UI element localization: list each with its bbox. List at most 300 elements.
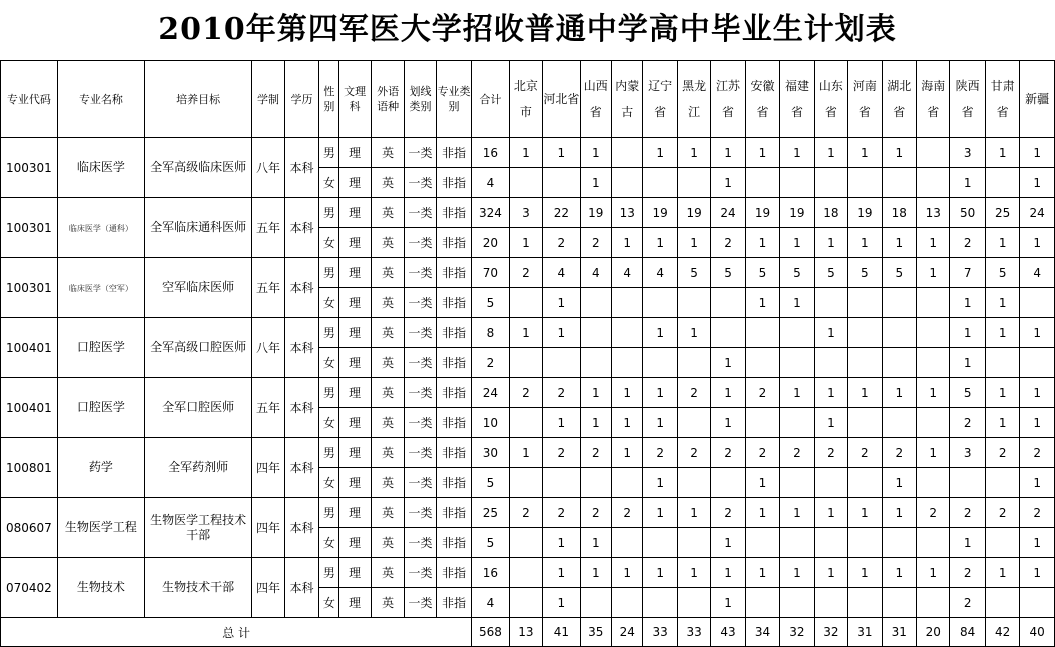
major-category: 非指 — [436, 168, 471, 198]
province-count: 1 — [509, 438, 542, 468]
province-count: 50 — [950, 198, 985, 228]
header-province: 山西省 — [580, 61, 611, 138]
province-count — [643, 348, 677, 378]
major-code: 070402 — [1, 558, 58, 618]
province-count — [848, 348, 882, 378]
province-count: 5 — [814, 258, 847, 288]
province-count — [711, 468, 745, 498]
province-count — [814, 348, 847, 378]
province-count: 4 — [612, 258, 643, 288]
province-count — [1020, 348, 1055, 378]
province-count — [848, 318, 882, 348]
province-count: 1 — [543, 588, 580, 618]
track: 理 — [339, 558, 371, 588]
province-count — [677, 468, 710, 498]
major-category: 非指 — [436, 438, 471, 468]
province-count: 1 — [580, 558, 611, 588]
province-count: 1 — [814, 408, 847, 438]
province-count — [612, 138, 643, 168]
row-total: 2 — [472, 348, 509, 378]
major-name-text: 临床医学（空军） — [68, 283, 133, 293]
header-province: 海南省 — [917, 61, 950, 138]
language: 英 — [371, 228, 404, 258]
province-count — [677, 528, 710, 558]
province-count: 7 — [950, 258, 985, 288]
province-count: 1 — [643, 408, 677, 438]
major-code: 100401 — [1, 318, 58, 378]
province-count: 1 — [711, 168, 745, 198]
training-goal: 全军口腔医师 — [144, 378, 251, 438]
row-total: 4 — [472, 168, 509, 198]
province-count — [543, 168, 580, 198]
duration: 四年 — [252, 498, 284, 558]
province-count: 1 — [780, 378, 814, 408]
province-total: 24 — [612, 618, 643, 647]
province-count — [882, 168, 916, 198]
language: 英 — [371, 378, 404, 408]
language: 英 — [371, 468, 404, 498]
province-count — [580, 588, 611, 618]
province-count: 1 — [509, 138, 542, 168]
degree: 本科 — [284, 378, 318, 438]
province-count: 1 — [917, 258, 950, 288]
province-count — [882, 348, 916, 378]
province-count: 1 — [643, 498, 677, 528]
province-count — [780, 408, 814, 438]
line-category: 一类 — [405, 258, 436, 288]
track: 理 — [339, 408, 371, 438]
province-count: 1 — [612, 438, 643, 468]
province-count — [985, 468, 1019, 498]
province-total: 32 — [780, 618, 814, 647]
province-total: 42 — [985, 618, 1019, 647]
province-count — [917, 588, 950, 618]
province-count: 1 — [677, 228, 710, 258]
province-count: 1 — [543, 288, 580, 318]
province-total: 33 — [677, 618, 710, 647]
province-count: 2 — [509, 378, 542, 408]
track: 理 — [339, 168, 371, 198]
province-count: 1 — [882, 138, 916, 168]
province-count: 1 — [745, 498, 779, 528]
province-count — [1020, 288, 1055, 318]
training-goal: 生物医学工程技术干部 — [144, 498, 251, 558]
province-count — [950, 468, 985, 498]
province-count: 2 — [745, 438, 779, 468]
major-category: 非指 — [436, 318, 471, 348]
province-count — [882, 318, 916, 348]
major-category: 非指 — [436, 378, 471, 408]
province-count: 1 — [643, 138, 677, 168]
province-count — [643, 588, 677, 618]
province-count — [509, 588, 542, 618]
province-count — [509, 288, 542, 318]
header-province: 黑龙江 — [677, 61, 710, 138]
training-goal: 生物技术干部 — [144, 558, 251, 618]
province-count: 1 — [612, 408, 643, 438]
province-count: 1 — [711, 138, 745, 168]
header-province: 内蒙古 — [612, 61, 643, 138]
province-total: 32 — [814, 618, 847, 647]
province-count — [814, 288, 847, 318]
training-goal: 全军临床通科医师 — [144, 198, 251, 258]
province-count: 1 — [1020, 408, 1055, 438]
province-count: 22 — [543, 198, 580, 228]
province-count: 2 — [1020, 498, 1055, 528]
province-count — [917, 408, 950, 438]
province-total: 34 — [745, 618, 779, 647]
line-category: 一类 — [405, 378, 436, 408]
major-name — [57, 558, 144, 618]
row-total: 25 — [472, 498, 509, 528]
row-total: 8 — [472, 318, 509, 348]
table-row — [1, 138, 1055, 168]
province-count: 24 — [711, 198, 745, 228]
province-count: 18 — [814, 198, 847, 228]
province-count: 1 — [985, 378, 1019, 408]
language: 英 — [371, 198, 404, 228]
province-count: 1 — [543, 138, 580, 168]
major-category: 非指 — [436, 558, 471, 588]
row-total: 5 — [472, 288, 509, 318]
province-count — [848, 528, 882, 558]
gender: 男 — [319, 258, 339, 288]
track: 理 — [339, 318, 371, 348]
header-province: 甘肃省 — [985, 61, 1019, 138]
province-count — [882, 288, 916, 318]
province-count — [814, 468, 847, 498]
table-row — [1, 198, 1055, 228]
province-total: 84 — [950, 618, 985, 647]
header-duration: 学制 — [252, 61, 284, 138]
province-count: 1 — [1020, 558, 1055, 588]
province-count — [612, 288, 643, 318]
province-count: 1 — [882, 558, 916, 588]
province-count — [580, 318, 611, 348]
province-count: 1 — [677, 318, 710, 348]
track: 理 — [339, 228, 371, 258]
province-count: 1 — [643, 468, 677, 498]
province-count: 1 — [543, 408, 580, 438]
degree: 本科 — [284, 558, 318, 618]
track: 理 — [339, 438, 371, 468]
major-name-text: 药学 — [88, 460, 113, 474]
major-name-text: 生物技术 — [76, 580, 125, 594]
province-count: 1 — [1020, 528, 1055, 558]
province-count: 3 — [950, 138, 985, 168]
degree: 本科 — [284, 138, 318, 198]
track: 理 — [339, 348, 371, 378]
province-count: 18 — [882, 198, 916, 228]
header-province: 北京市 — [509, 61, 542, 138]
province-count: 1 — [677, 498, 710, 528]
province-count — [580, 468, 611, 498]
gender: 男 — [319, 138, 339, 168]
province-count: 19 — [745, 198, 779, 228]
province-count — [543, 348, 580, 378]
province-count: 1 — [612, 378, 643, 408]
province-count: 1 — [677, 558, 710, 588]
table-row — [1, 498, 1055, 528]
province-count — [780, 468, 814, 498]
row-total: 324 — [472, 198, 509, 228]
province-total: 31 — [848, 618, 882, 647]
degree: 本科 — [284, 318, 318, 378]
language: 英 — [371, 288, 404, 318]
province-count — [848, 288, 882, 318]
province-count — [814, 168, 847, 198]
province-count: 1 — [780, 288, 814, 318]
province-count: 2 — [950, 228, 985, 258]
gender: 女 — [319, 228, 339, 258]
province-count: 1 — [814, 228, 847, 258]
page-title: 2010年第四军医大学招收普通中学高中毕业生计划表 — [158, 12, 897, 47]
major-category: 非指 — [436, 348, 471, 378]
major-code: 100401 — [1, 378, 58, 438]
header-province: 辽宁省 — [643, 61, 677, 138]
province-count: 2 — [985, 498, 1019, 528]
province-count: 1 — [711, 408, 745, 438]
province-count — [745, 318, 779, 348]
province-count — [985, 348, 1019, 378]
province-count: 4 — [643, 258, 677, 288]
province-count: 2 — [612, 498, 643, 528]
major-code: 100801 — [1, 438, 58, 498]
province-count — [509, 528, 542, 558]
province-count: 2 — [643, 438, 677, 468]
province-count: 1 — [580, 528, 611, 558]
gender: 女 — [319, 468, 339, 498]
province-count: 19 — [677, 198, 710, 228]
province-count: 1 — [917, 378, 950, 408]
header-province: 河南省 — [848, 61, 882, 138]
language: 英 — [371, 348, 404, 378]
province-count: 2 — [950, 588, 985, 618]
major-name — [57, 258, 144, 318]
header-row — [1, 61, 1055, 138]
province-count — [509, 558, 542, 588]
province-count — [985, 168, 1019, 198]
province-count — [509, 168, 542, 198]
line-category: 一类 — [405, 288, 436, 318]
province-count — [643, 528, 677, 558]
track: 理 — [339, 198, 371, 228]
training-goal: 全军高级临床医师 — [144, 138, 251, 198]
province-count: 2 — [780, 438, 814, 468]
major-category: 非指 — [436, 588, 471, 618]
province-count — [917, 468, 950, 498]
province-count: 1 — [1020, 228, 1055, 258]
major-name — [57, 318, 144, 378]
province-count — [612, 348, 643, 378]
duration: 五年 — [252, 198, 284, 258]
province-count — [509, 468, 542, 498]
province-count: 1 — [711, 348, 745, 378]
province-count: 1 — [509, 318, 542, 348]
major-name — [57, 438, 144, 498]
major-name — [57, 138, 144, 198]
province-count: 1 — [745, 558, 779, 588]
line-category: 一类 — [405, 498, 436, 528]
duration: 四年 — [252, 438, 284, 498]
track: 理 — [339, 288, 371, 318]
province-count: 1 — [745, 228, 779, 258]
major-category: 非指 — [436, 228, 471, 258]
province-count: 1 — [643, 228, 677, 258]
language: 英 — [371, 558, 404, 588]
province-count: 1 — [643, 558, 677, 588]
province-count — [848, 168, 882, 198]
row-total: 16 — [472, 138, 509, 168]
province-count: 24 — [1020, 198, 1055, 228]
province-count: 13 — [612, 198, 643, 228]
province-count: 1 — [882, 468, 916, 498]
province-count: 5 — [950, 378, 985, 408]
major-category: 非指 — [436, 198, 471, 228]
province-count: 2 — [711, 438, 745, 468]
major-name-text: 生物医学工程 — [64, 520, 137, 534]
province-count: 19 — [580, 198, 611, 228]
province-count — [509, 348, 542, 378]
totals-label: 总 计 — [1, 618, 472, 647]
province-count: 3 — [509, 198, 542, 228]
header-total: 合计 — [472, 61, 509, 138]
province-count — [917, 288, 950, 318]
line-category: 一类 — [405, 438, 436, 468]
header-degree: 学历 — [284, 61, 318, 138]
header-goal: 培养目标 — [144, 61, 251, 138]
language: 英 — [371, 168, 404, 198]
province-total: 13 — [509, 618, 542, 647]
row-total: 5 — [472, 468, 509, 498]
province-count: 1 — [612, 558, 643, 588]
training-goal: 全军药剂师 — [144, 438, 251, 498]
language: 英 — [371, 138, 404, 168]
province-count: 1 — [543, 558, 580, 588]
province-count — [917, 528, 950, 558]
degree: 本科 — [284, 438, 318, 498]
line-category: 一类 — [405, 588, 436, 618]
province-count: 1 — [848, 138, 882, 168]
language: 英 — [371, 438, 404, 468]
province-count — [677, 168, 710, 198]
major-code: 100301 — [1, 258, 58, 318]
province-count: 4 — [1020, 258, 1055, 288]
major-category: 非指 — [436, 498, 471, 528]
gender: 女 — [319, 168, 339, 198]
line-category: 一类 — [405, 528, 436, 558]
province-count — [612, 588, 643, 618]
province-count: 2 — [677, 378, 710, 408]
province-count: 2 — [543, 498, 580, 528]
header-province: 山东省 — [814, 61, 847, 138]
row-total: 24 — [472, 378, 509, 408]
degree: 本科 — [284, 498, 318, 558]
province-count: 1 — [985, 408, 1019, 438]
province-count: 2 — [745, 378, 779, 408]
province-count: 5 — [677, 258, 710, 288]
track: 理 — [339, 468, 371, 498]
header-province: 江苏省 — [711, 61, 745, 138]
province-count: 1 — [814, 378, 847, 408]
major-name-text: 临床医学 — [76, 160, 125, 174]
province-count: 1 — [643, 318, 677, 348]
province-count: 1 — [985, 228, 1019, 258]
province-count — [677, 408, 710, 438]
province-count: 2 — [848, 438, 882, 468]
province-count: 1 — [509, 228, 542, 258]
track: 理 — [339, 378, 371, 408]
province-count: 5 — [745, 258, 779, 288]
degree: 本科 — [284, 198, 318, 258]
province-count — [543, 468, 580, 498]
province-count: 2 — [543, 378, 580, 408]
province-count — [848, 588, 882, 618]
province-count: 2 — [950, 558, 985, 588]
header-language: 外语语种 — [371, 61, 404, 138]
line-category: 一类 — [405, 198, 436, 228]
province-count: 1 — [985, 138, 1019, 168]
track: 理 — [339, 258, 371, 288]
major-name-text: 口腔医学 — [76, 400, 125, 414]
line-category: 一类 — [405, 408, 436, 438]
province-count — [917, 168, 950, 198]
province-count — [814, 588, 847, 618]
language: 英 — [371, 588, 404, 618]
province-count — [580, 348, 611, 378]
header-province: 福建省 — [780, 61, 814, 138]
major-code: 100301 — [1, 198, 58, 258]
province-count: 1 — [814, 498, 847, 528]
province-count — [643, 168, 677, 198]
province-count: 2 — [814, 438, 847, 468]
province-count: 1 — [917, 438, 950, 468]
province-count — [677, 348, 710, 378]
province-count: 1 — [711, 378, 745, 408]
province-count: 19 — [643, 198, 677, 228]
province-count: 1 — [580, 378, 611, 408]
major-name-text: 口腔医学 — [76, 340, 125, 354]
major-category: 非指 — [436, 408, 471, 438]
line-category: 一类 — [405, 318, 436, 348]
row-total: 16 — [472, 558, 509, 588]
province-count: 5 — [882, 258, 916, 288]
training-goal: 空军临床医师 — [144, 258, 251, 318]
language: 英 — [371, 258, 404, 288]
degree: 本科 — [284, 258, 318, 318]
header-province: 安徽省 — [745, 61, 779, 138]
language: 英 — [371, 408, 404, 438]
province-count: 2 — [677, 438, 710, 468]
province-count — [917, 318, 950, 348]
header-gender: 性别 — [319, 61, 339, 138]
province-count: 1 — [780, 138, 814, 168]
province-count: 1 — [985, 288, 1019, 318]
table-row — [1, 558, 1055, 588]
province-count: 5 — [711, 258, 745, 288]
table-row — [1, 318, 1055, 348]
gender: 男 — [319, 198, 339, 228]
province-count — [745, 168, 779, 198]
province-count: 1 — [543, 528, 580, 558]
province-count: 1 — [950, 318, 985, 348]
duration: 五年 — [252, 378, 284, 438]
province-count: 1 — [814, 138, 847, 168]
province-total: 20 — [917, 618, 950, 647]
province-count — [1020, 588, 1055, 618]
major-code: 080607 — [1, 498, 58, 558]
province-count: 3 — [950, 438, 985, 468]
